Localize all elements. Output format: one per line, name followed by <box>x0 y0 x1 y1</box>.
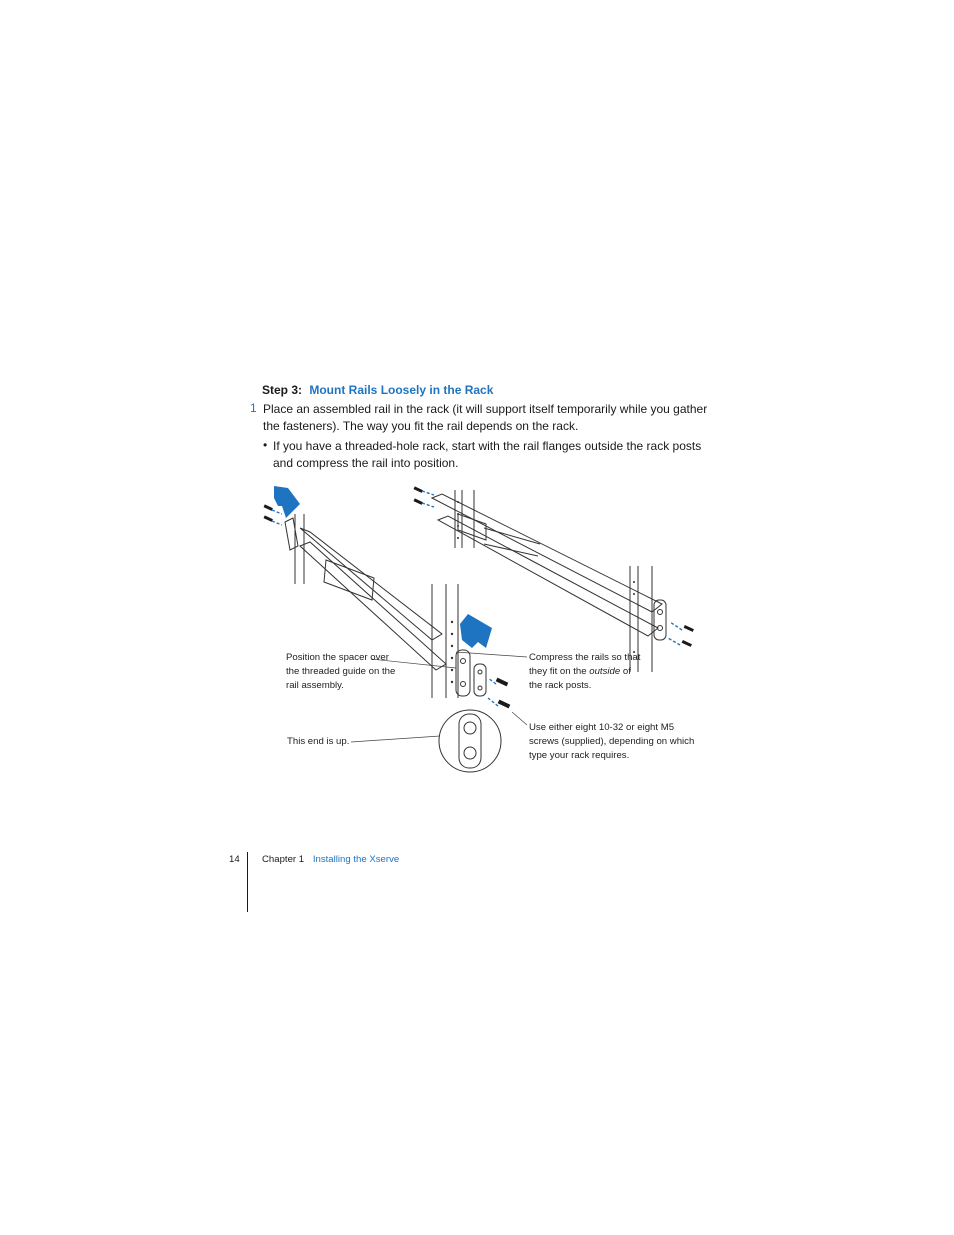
page-number: 14 <box>229 854 240 865</box>
chapter-label: Chapter 1 <box>262 854 305 865</box>
step-title: Mount Rails Loosely in the Rack <box>309 383 494 397</box>
callout-end-up: This end is up. <box>287 736 350 747</box>
callout-compress <box>529 651 645 693</box>
right-arrow-shape <box>274 486 300 518</box>
footer-chapter <box>262 854 399 865</box>
callout-screws: Use either eight 10-32 or eight M5 screws (supplied), depending on which type your rack requires. <box>529 722 695 761</box>
callout-compress-end: of the rack posts. <box>529 666 631 691</box>
chapter-title: Installing the Xserve <box>312 854 400 865</box>
upper-rail-assembly <box>432 490 666 672</box>
callout-spacer: Position the spacer over the threaded guide on the rail assembly. <box>286 652 396 691</box>
spacer-detail-magnifier <box>439 710 501 772</box>
instruction-number: 1 <box>250 401 257 415</box>
step-label: Step 3: <box>262 383 303 397</box>
footer-divider <box>247 852 248 912</box>
bullet-text: If you have a threaded-hole rack, start with the rail flanges outside the rack posts and compress the rail into position. <box>273 439 702 470</box>
bullet-symbol: • <box>263 438 268 452</box>
compress-arrows <box>274 486 492 648</box>
callout-compress-emphasis: outside <box>589 666 621 677</box>
left-arrow-shape <box>460 614 492 648</box>
callout-compress-start: Compress the rails so that they fit on the <box>529 652 641 677</box>
instruction-text: Place an assembled rail in the rack (it will support itself temporarily while you gather the fasteners). The way you fit the rail depends on the rack. <box>263 402 708 433</box>
